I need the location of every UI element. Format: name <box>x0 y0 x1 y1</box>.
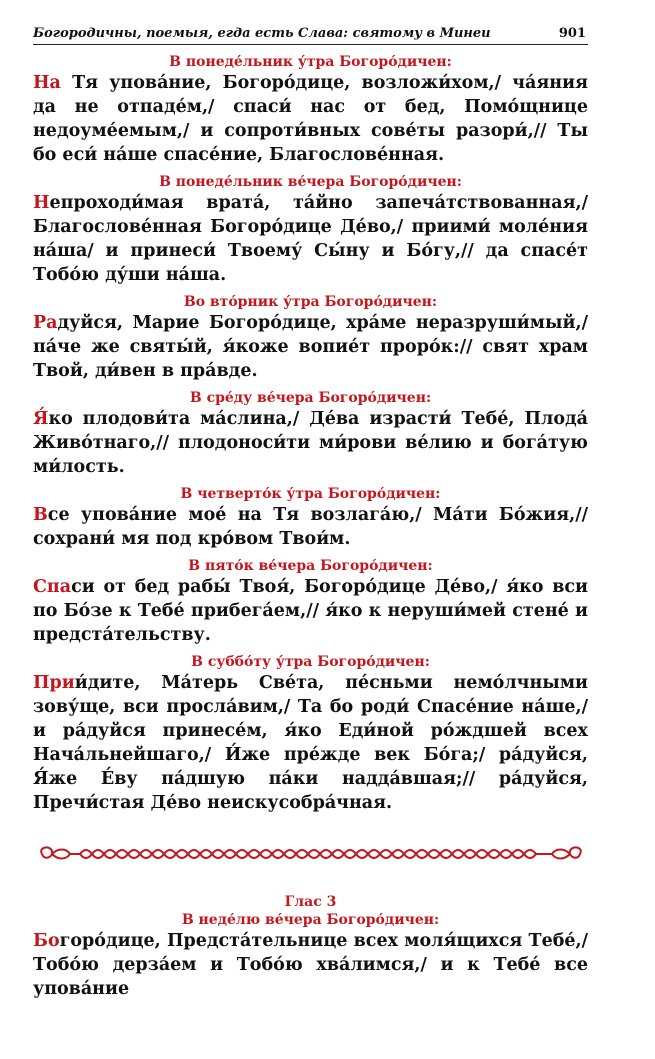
section-heading: В неде́лю ве́чера Богоро́дичен: <box>181 912 440 928</box>
drop-initial: Я́ <box>33 409 49 429</box>
section-text <box>33 503 588 551</box>
section-body: се упова́ние мое́ на Тя возлага́ю,/ Ма́ти Бо́жия,// сохрани́ мя под кро́вом Твои́м. <box>33 505 588 549</box>
section-heading: В понеде́льник ве́чера Богоро́дичен: <box>159 174 462 190</box>
section-body: си от бед рабы́ Твоя́, Богоро́дице Де́во,/ я́ко вси по Бо́зе к Тебе́ прибега́ем,// я́ко к неруши́мей стене́ и предста́тельству. <box>33 577 588 645</box>
section-text <box>33 575 588 647</box>
section-text <box>33 71 588 167</box>
section-body: епроходи́мая врата́, та́йно запеча́тствованная,/ Благослове́нная Богоро́дице Де́во,/ приими́ моле́ния на́ша/ и принеси́ Твоему́ Сы́ну и Бо́гу,// да спасе́т Тобо́ю ду́ши на́ша. <box>33 193 588 285</box>
page <box>33 26 588 1001</box>
section-heading: В понеде́льник у́тра Богоро́дичен: <box>169 54 452 70</box>
drop-initial: Бо <box>33 931 60 951</box>
drop-initial: Н <box>33 193 50 213</box>
drop-initial: Спа <box>33 577 72 597</box>
ornamental-divider <box>36 841 586 867</box>
section-heading: В сре́ду ве́чера Богоро́дичен: <box>189 390 432 406</box>
section-body: Тя упова́ние, Богоро́дице, возложи́хом,/ ча́яния да не отпаде́м,/ спаси́ нас от бед, Помо́щнице недоуме́емым,/ и сопроти́вных сове́ты разори́,// Ты бо еси́ на́ше спасе́ние, Благослове́нная. <box>33 73 588 165</box>
drop-initial: Ра <box>33 313 58 333</box>
section-heading: В суббо́ту у́тра Богоро́дичен: <box>191 654 430 670</box>
section-text <box>33 191 588 287</box>
tone-label: Глас 3 <box>284 894 337 910</box>
drop-initial: При <box>33 673 75 693</box>
running-head <box>33 26 588 45</box>
section-heading: В четверто́к у́тра Богоро́дичен: <box>180 486 441 502</box>
running-head-title: Богородичны, поемыя, егда есть Слава: святому в Минеи <box>33 26 491 41</box>
section-text <box>33 311 588 383</box>
section-text <box>33 929 588 1001</box>
section-text <box>33 671 588 815</box>
section-text <box>33 407 588 479</box>
section-body: ко плодови́та ма́слина,/ Де́ва израсти́ Тебе́, Плода́ Живо́тнаго,// плодоноси́ти ми́рови ве́лию и бога́тую ми́лость. <box>33 409 588 477</box>
section-body: дуйся, Марие Богоро́дице, хра́ме неразруши́мый,/ па́че же святы́й, я́коже вопие́т проро́к:// свят храм Твой, ди́вен в пра́вде. <box>33 313 588 381</box>
drop-initial: На <box>33 73 61 93</box>
page-number: 901 <box>558 26 586 41</box>
section-heading: Во вто́рник у́тра Богоро́дичен: <box>183 294 438 310</box>
section-body: и́дите, Ма́терь Све́та, пе́сньми немо́лчными зову́ще, вси просла́вим,/ Та бо роди́ Спасе́ние на́ше,/ и ра́дуйся принесе́м, я́ко Еди́ной ро́ждшей всех Нача́льнейшаго,/ И́же пре́жде век Бо́га;/ ра́дуйся, Я́же Е́ву па́дшую па́ки надда́вшая;// ра́дуйся, Пречи́стая Де́во неискусобра́чная. <box>33 673 588 813</box>
drop-initial: В <box>33 505 48 525</box>
section-body: гоpо́дице, Предста́тельнице всех моля́щихся Тебе́,/ Тобо́ю дерза́ем и Тобо́ю хва́лимся,/ и к Тебе́ все упова́ние <box>33 931 588 999</box>
section-heading: В пято́к ве́чера Богоро́дичен: <box>188 558 433 574</box>
